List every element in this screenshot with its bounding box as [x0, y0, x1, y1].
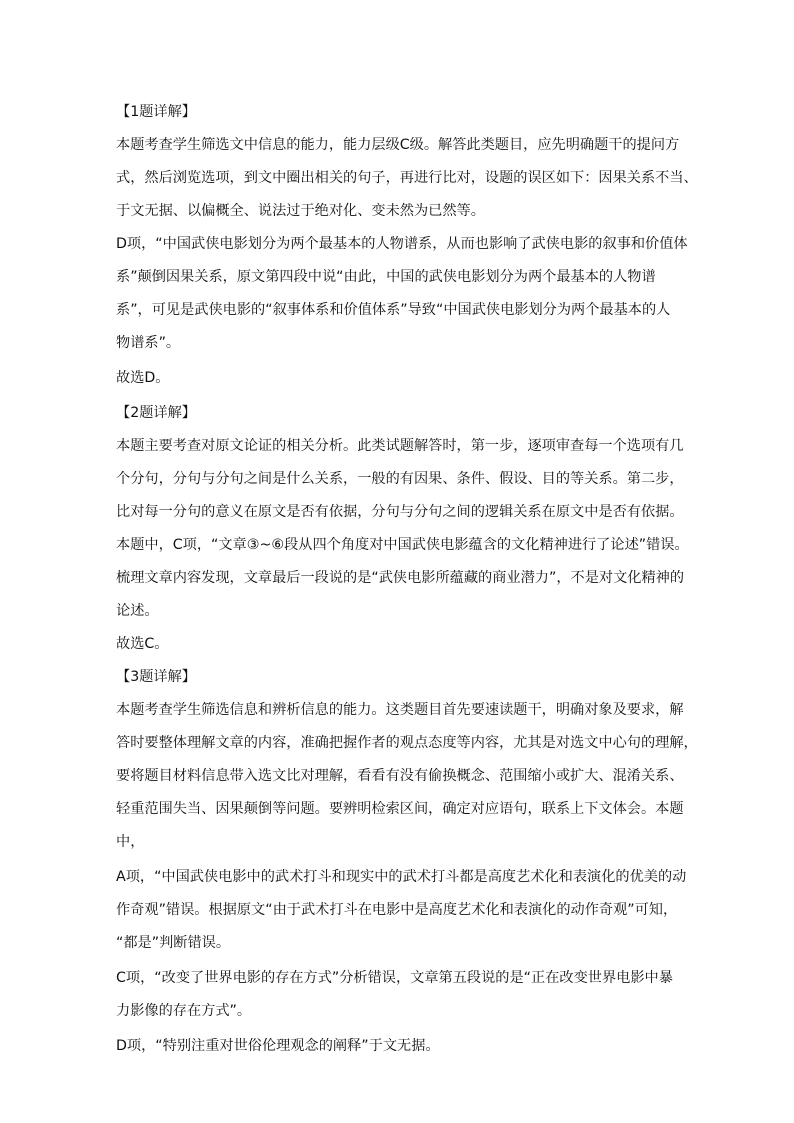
document-page: [116, 102, 698, 1057]
paragraph-line: 本题中，C项，“文章③~⑥段从四个角度对中国武侠电影蕴含的文化精神进行了论述”错误。: [116, 537, 689, 553]
paragraph-line: 式，然后浏览选项，到文中圈出相关的句子，再进行比对，设题的误区如下：因果关系不当、: [116, 170, 698, 186]
paragraph-line: D项，“特别注重对世俗伦理观念的阐释”于文无据。: [116, 1038, 440, 1054]
paragraph-line: 要将题目材料信息带入选文比对理解，看看有没有偷换概念、范围缩小或扩大、混淆关系、: [116, 768, 684, 784]
paragraph-line: 作奇观”错误。根据原文“由于武术打斗在电影中是高度艺术化和表演化的动作奇观”可知，: [116, 902, 678, 918]
paragraph-line: 中，: [116, 834, 145, 850]
answer-line: 故选D。: [116, 370, 170, 386]
paragraph-line: A项，“中国武侠电影中的武术打斗和现实中的武术打斗都是高度艺术化和表演化的优美的动: [116, 869, 687, 885]
paragraph-line: C项，“改变了世界电影的存在方式”分析错误，文章第五段说的是“正在改变世界电影中暴: [116, 970, 673, 986]
paragraph-line: “都是”判断错误。: [116, 935, 231, 951]
section-2: [116, 403, 689, 655]
paragraph-line: 本题考查学生筛选信息和辨析信息的能力。这类题目首先要速读题干，明确对象及要求，解: [116, 702, 684, 718]
paragraph-line: 梳理文章内容发现，文章最后一段说的是“武侠电影所蕴藏的商业潜力”，不是对文化精神的: [116, 570, 685, 586]
paragraph-line: 论述。: [116, 603, 159, 619]
paragraph-line: D项，“中国武侠电影划分为两个最基本的人物谱系，从而也影响了武侠电影的叙事和价值体: [116, 236, 688, 252]
section-heading: 【1题详解】: [116, 104, 196, 120]
paragraph-line: 比对每一分句的意义在原文是否有依据，分句与分句之间的逻辑关系在原文中是否有依据。: [116, 504, 684, 520]
paragraph-line: 本题主要考查对原文论证的相关分析。此类试题解答时，第一步，逐项审查每一个选项有几: [116, 438, 684, 454]
paragraph-line: 系”颠倒因果关系，原文第四段中说“由此，中国的武侠电影划分为两个最基本的人物谱: [116, 269, 656, 285]
section-heading: 【3题详解】: [116, 669, 196, 685]
paragraph-line: 系”，可见是武侠电影的“叙事体系和价值体系”导致“中国武侠电影划分为两个最基本的人: [116, 302, 671, 318]
paragraph-line: 力影像的存在方式”。: [116, 1003, 252, 1019]
paragraph-line: 于文无据、以偏概全、说法过于绝对化、变未然为已然等。: [116, 203, 485, 219]
section-3: [116, 667, 698, 1057]
paragraph-line: 轻重范围失当、因果颠倒等问题。要辨明检索区间，确定对应语句，联系上下文体会。本题: [116, 801, 684, 817]
section-heading: 【2题详解】: [116, 405, 196, 421]
paragraph-line: 物谱系”。: [116, 335, 181, 351]
paragraph-line: 本题考查学生筛选文中信息的能力，能力层级C级。解答此类题目，应先明确题干的提问方: [116, 137, 680, 153]
paragraph-line: 个分句，分句与分句之间是什么关系，一般的有因果、条件、假设、目的等关系。第二步，: [116, 471, 684, 487]
answer-line: 故选C。: [116, 636, 169, 652]
section-1: [116, 102, 698, 389]
paragraph-line: 答时要整体理解文章的内容，准确把握作者的观点态度等内容，尤其是对选文中心句的理解，: [116, 735, 698, 751]
